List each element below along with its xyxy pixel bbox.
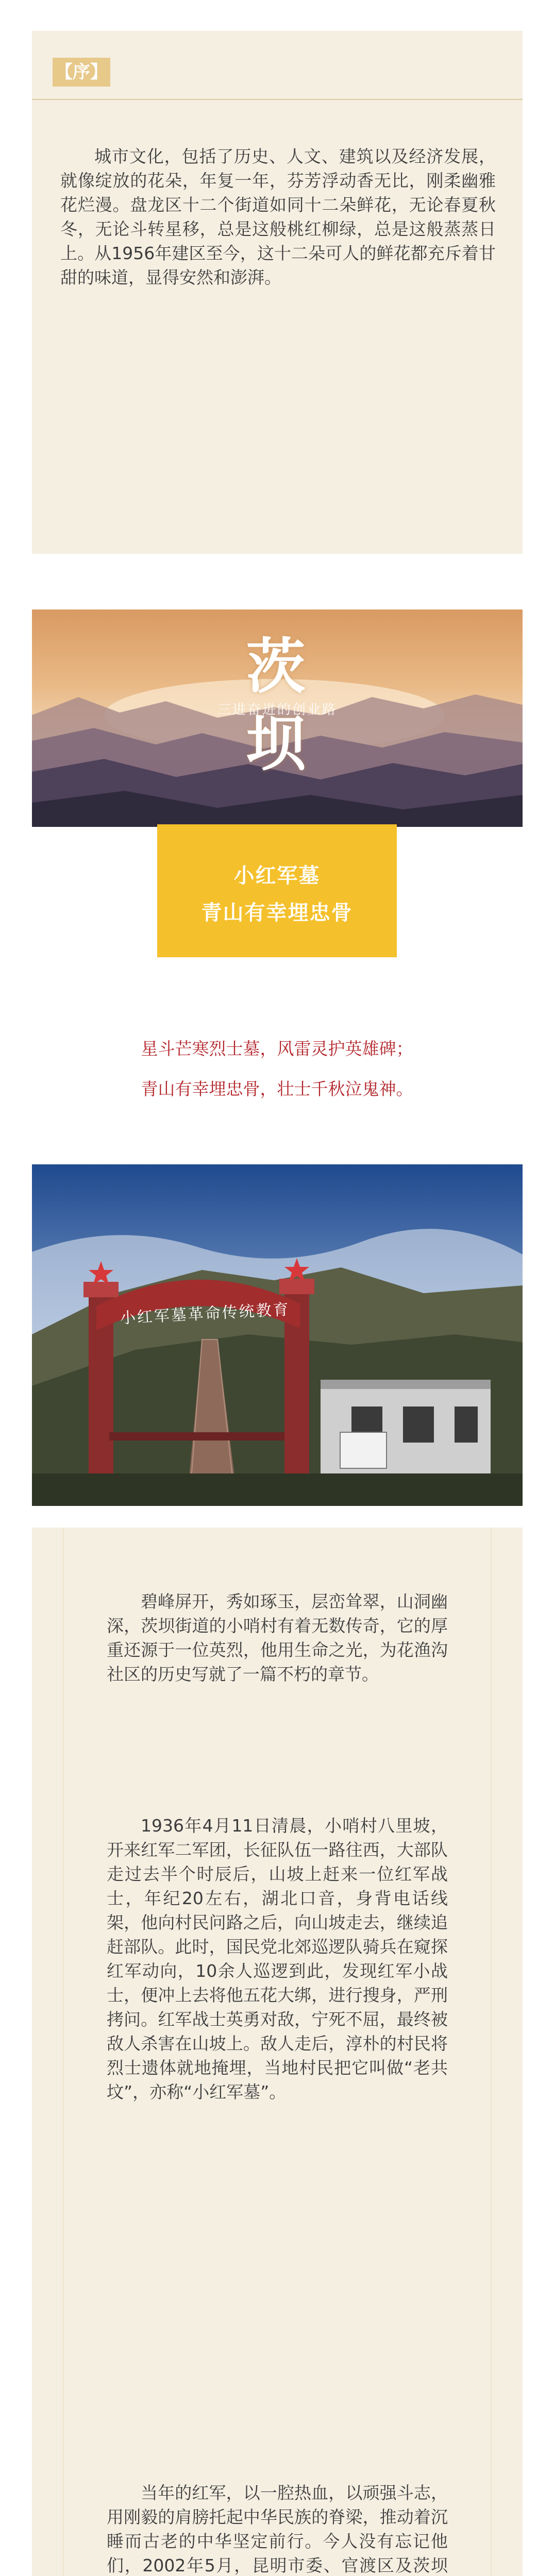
- motto-line-1: 星斗芒寒烈士墓，风雷灵护英雄碑；: [141, 1039, 413, 1059]
- article-paragraph: 1936年4月11日清晨，小哨村八里坡，开来红军二军团，长征队伍一路往西，大部队走过去半个时辰后，山坡上赶来一位红军战士，年纪20左右，湖北口音，身背电话线架，他向村民问路之后，向山坡走去，继续追赶部队。此时，国民党北郊巡逻队骑兵在窥探红军动向，10余人巡逻到此，发现红军小战士，便冲上去将他五花大绑，进行搜身，严刑拷问。红军战士英勇对敌，宁死不屈，最终被敌人杀害在山坡上。敌人走后，淳朴的村民将烈士遗体就地掩埋，当地村民把它叫做“老共坟”，亦称“小红军墓”。: [107, 1816, 448, 2102]
- article-paragraph: 碧峰屏开，秀如琢玉，层峦耸翠，山洞幽深，茨坝街道的小哨村有着无数传奇，它的厚重还源于一位英烈，他用生命之光，为花渔沟社区的历史写就了一篇不朽的章节。: [107, 1591, 448, 1684]
- article-panel: [32, 1528, 523, 2576]
- banner-subtitle: 三进奋进的创业路: [217, 702, 337, 718]
- title-line-1: 小红军墓: [233, 864, 321, 888]
- memorial-gate-photo: [32, 1164, 523, 1506]
- gate-inscription: 小红军墓革命传统教育: [120, 1300, 291, 1328]
- preface-text: 城市文化，包括了历史、人文、建筑以及经济发展，就像绽放的花朵，年复一年，芬芳浮动香无比，刚柔幽雅花烂漫。盘龙区十二个街道如同十二朵鲜花，无论春夏秋冬，无论斗转星移，总是这般桃红柳绿，总是这般蒸蒸日上。从1956年建区至今，这十二朵可人的鲜花都充斥着甘甜的味道，显得安然和澎湃。: [60, 146, 496, 287]
- article-left-rule: [63, 1528, 64, 2576]
- preface-divider: [32, 99, 523, 100]
- preface-tag: 【序】: [53, 58, 110, 87]
- banner-title: 茨坝: [246, 632, 309, 779]
- article-right-rule: [491, 1528, 492, 2576]
- title-box: [157, 824, 397, 957]
- motto-line-2: 青山有幸埋忠骨，壮士千秋泣鬼神。: [141, 1079, 413, 1099]
- memorial-gate-scene: [32, 1164, 523, 1506]
- preface-panel: [32, 31, 523, 554]
- title-line-2: 青山有幸埋忠骨: [201, 901, 353, 925]
- banner-image: [32, 609, 523, 827]
- article-paragraph: 当年的红军，以一腔热血，以顽强斗志，用刚毅的肩膀托起中华民族的脊梁，推动着沉睡而古老的中华坚定前行。今人没有忘记他们，2002年5月，昆明市委、官渡区及茨坝: [107, 2483, 448, 2575]
